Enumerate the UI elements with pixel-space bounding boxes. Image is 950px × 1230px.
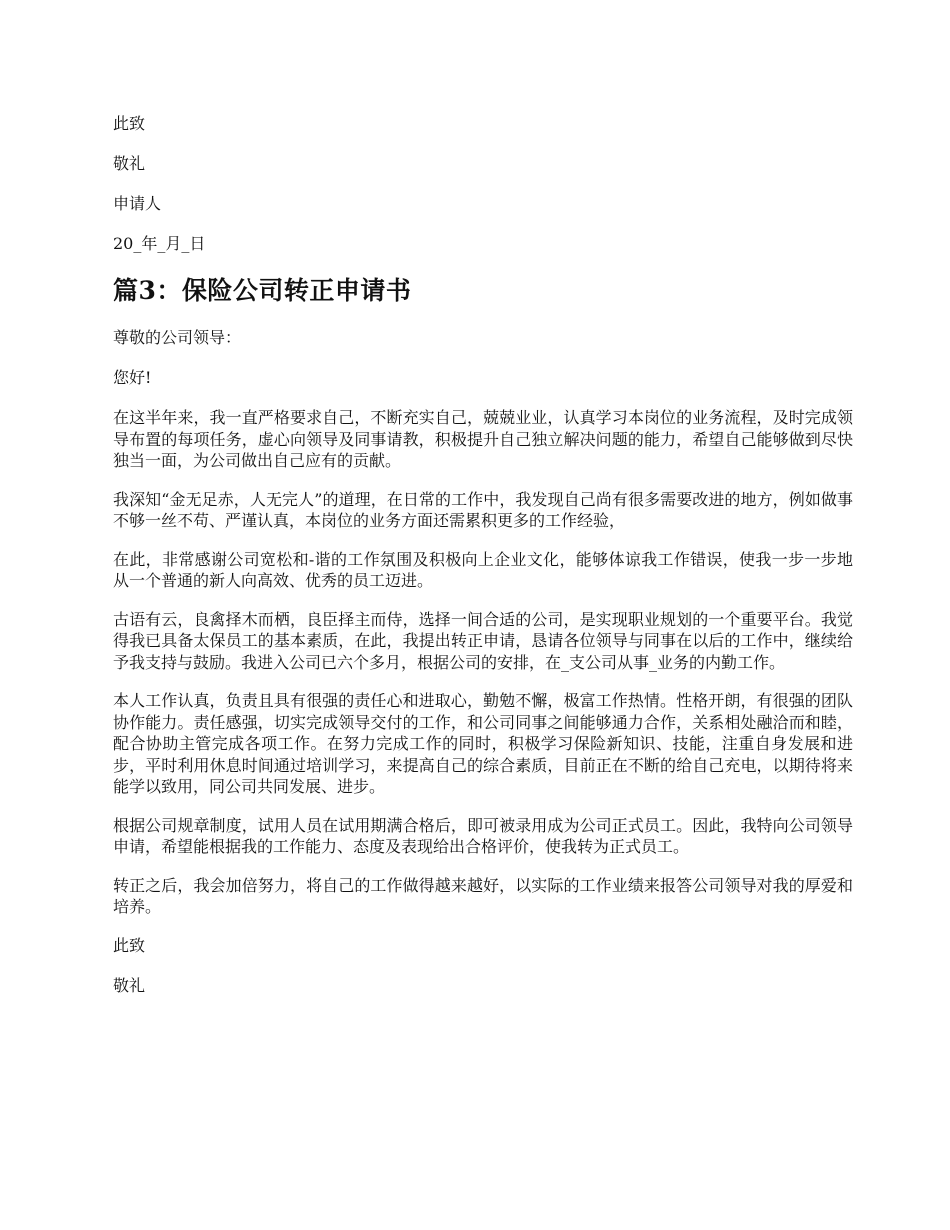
body-paragraph-5: 本人工作认真，负责且具有很强的责任心和进取心，勤勉不懈，极富工作热情。性格开朗，有很强的团队协作能力。责任感强，切实完成领导交付的工作，和公司同事之间能够通力合作，关系相处融洽而和睦，配合协助主管完成各项工作。在努力完成工作的同时，积极学习保险新知识、技能，注重自身发展和进步，平时利用休息时间通过培训学习，来提高自己的综合素质，目前正在不断的给自己充电，以期待将来能学以致用，同公司共同发展、进步。 (113, 691, 853, 796)
applicant-label: 申请人 (113, 194, 162, 213)
closing-line-cizhi-2: 此致 (113, 935, 146, 955)
salutation: 尊敬的公司领导： (113, 328, 242, 347)
body-paragraph-2: 我深知“金无足赤，人无完人”的道理，在日常的工作中，我发现自己尚有很多需要改进的地方，例如做事不够一丝不苟、严谨认真，本岗位的业务方面还需累积更多的工作经验， (113, 489, 853, 530)
body-paragraph-7: 转正之后，我会加倍努力，将自己的工作做得越来越好，以实际的工作业绩来报答公司领导对我的厚爱和培养。 (113, 875, 853, 916)
body-paragraph-1: 在这半年来，我一直严格要求自己，不断充实自己，兢兢业业，认真学习本岗位的业务流程，及时完成领导布置的每项任务，虚心向领导及同事请教，积极提升自己独立解决问题的能力，希望自己能够做到尽快独当一面，为公司做出自己应有的贡献。 (113, 408, 853, 470)
closing-line-jingli: 敬礼 (113, 154, 146, 173)
body-paragraph-6: 根据公司规章制度，试用人员在试用期满合格后，即可被录用成为公司正式员工。因此，我特向公司领导申请，希望能根据我的工作能力、态度及表现给出合格评价，使我转为正式员工。 (113, 815, 853, 856)
body-paragraph-3: 在此，非常感谢公司宽松和-谐的工作氛围及积极向上企业文化，能够体谅我工作错误，使我一步一步地从一个普通的新人向高效、优秀的员工迈进。 (113, 549, 853, 590)
body-paragraph-4: 古语有云，良禽择木而栖，良臣择主而侍，选择一间合适的公司，是实现职业规划的一个重要平台。我觉得我已具备太保员工的基本素质，在此，我提出转正申请，恳请各位领导与同事在以后的工作中，继续给予我支持与鼓励。我进入公司已六个多月，根据公司的安排，在_支公司从事_业务的内勤工作。 (113, 609, 853, 672)
closing-line-cizhi: 此致 (113, 114, 146, 133)
greeting: 您好! (113, 368, 152, 387)
date-line: 20_年_月_日 (113, 234, 206, 253)
closing-line-jingli-2: 敬礼 (113, 975, 146, 995)
section-title: 篇3：保险公司转正申请书 (113, 276, 412, 305)
document-page (113, 113, 853, 1015)
